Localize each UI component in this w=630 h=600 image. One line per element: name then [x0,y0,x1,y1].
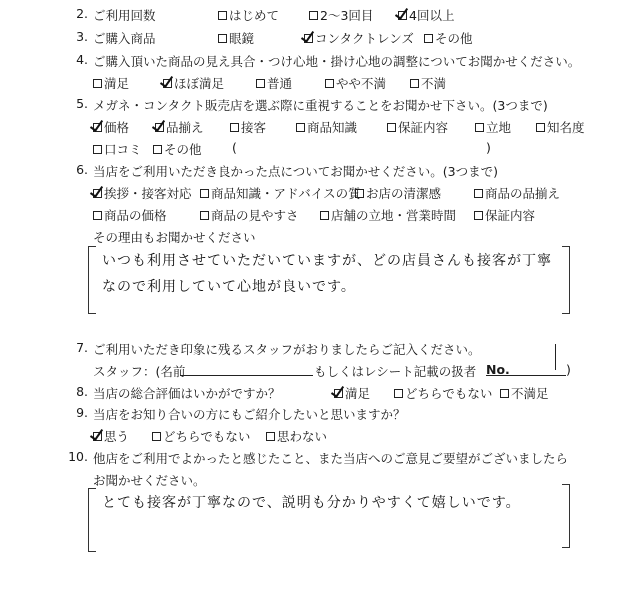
q6-answer-bracket-right [562,246,570,314]
checkbox[interactable] [500,389,509,398]
q5-other-open-paren: ( [232,140,237,155]
checkbox-checked[interactable] [398,11,407,20]
checkbox-checked[interactable] [93,123,102,132]
q3-number: 3. [76,29,88,44]
checkbox[interactable] [320,211,329,220]
q10-answer-bracket-left [88,488,96,552]
q7-number: 7. [76,340,88,355]
q5-question: メガネ・コンタクト販売店を選ぶ際に重視することをお聞かせ下さい。(3つまで) [93,98,548,113]
q7-close-paren: ) [566,362,571,377]
checkbox[interactable] [424,34,433,43]
q2-option-4plus[interactable]: 4回以上 [398,6,454,24]
q7-or-label: もしくはレシート記載の扱者 [314,364,477,379]
q6-option-cleanliness[interactable]: お店の清潔感 [355,184,441,202]
checkbox[interactable] [230,123,239,132]
q9-option-yes[interactable]: 思う [93,427,129,445]
q5-option-knowledge[interactable]: 商品知識 [296,118,357,136]
q6-number: 6. [76,162,88,177]
q4-option-satisfied[interactable]: 満足 [93,74,129,92]
q10-answer-text[interactable]: とても接客が丁寧なので、説明も分かりやすくて嬉しいです。 [102,495,521,511]
checkbox[interactable] [218,11,227,20]
q4-option-unsatisfied[interactable]: 不満 [410,74,446,92]
q3-option-other[interactable]: その他 [424,29,473,47]
checkbox[interactable] [387,123,396,132]
q6-answer-line-1[interactable]: いつも利用させていただいていますが、どの店員さんも接客が丁寧 [102,253,552,269]
q5-option-reviews[interactable]: 口コミ [93,140,142,158]
checkbox-checked[interactable] [334,389,343,398]
checkbox[interactable] [296,123,305,132]
q5-option-other[interactable]: その他 [153,140,202,158]
q7-staff-label: スタッフ：(名前 [93,364,186,379]
q8-question: 当店の総合評価はいかがですか？ [93,386,281,401]
checkbox[interactable] [474,211,483,220]
q3-question: ご購入商品 [93,31,156,46]
q10-number: 10. [68,449,88,464]
q2-option-first[interactable]: はじめて [218,6,279,24]
checkbox[interactable] [152,432,161,441]
checkbox[interactable] [153,145,162,154]
checkbox-checked[interactable] [93,432,102,441]
checkbox[interactable] [355,189,364,198]
q6-option-visibility[interactable]: 商品の見やすさ [200,206,299,224]
q7-number-mark [555,344,556,370]
checkbox[interactable] [93,145,102,154]
checkbox-checked[interactable] [163,79,172,88]
checkbox-checked[interactable] [93,189,102,198]
q3-option-glasses[interactable]: 眼鏡 [218,29,254,47]
q5-option-warranty[interactable]: 保証内容 [387,118,448,136]
q5-option-location[interactable]: 立地 [475,118,511,136]
q4-question: ご購入頂いた商品の見え具合・つけ心地・掛け心地の調整についてお聞かせください。 [93,54,581,69]
q7-question: ご利用いただき印象に残るスタッフがおりましたらご記入ください。 [93,342,481,357]
q6-reason-label: その理由もお聞かせください [93,230,256,245]
q2-number: 2. [76,6,88,21]
checkbox[interactable] [93,79,102,88]
q5-option-price[interactable]: 価格 [93,118,129,136]
q5-option-service[interactable]: 接客 [230,118,266,136]
q8-option-neither[interactable]: どちらでもない [394,384,492,402]
q10-answer-bracket-right [562,484,570,548]
q7-name-field[interactable] [180,375,313,376]
checkbox[interactable] [266,432,275,441]
checkbox[interactable] [474,189,483,198]
q6-question: 当店をご利用いただき良かった点についてお聞かせください。(3つまで) [93,164,498,179]
q6-option-selection[interactable]: 商品の品揃え [474,184,560,202]
q5-number: 5. [76,96,88,111]
q4-option-mostly[interactable]: ほぼ満足 [163,74,224,92]
q7-no-label: No. [486,362,510,377]
q8-option-satisfied[interactable]: 満足 [334,384,370,402]
checkbox[interactable] [200,211,209,220]
q6-option-price[interactable]: 商品の価格 [93,206,167,224]
checkbox[interactable] [325,79,334,88]
q5-option-selection[interactable]: 品揃え [155,118,204,136]
checkbox[interactable] [200,189,209,198]
q10-question-line-2: お聞かせください。 [93,473,206,488]
q4-option-somewhat[interactable]: やや不満 [325,74,386,92]
checkbox[interactable] [309,11,318,20]
q9-option-no[interactable]: 思わない [266,427,327,445]
checkbox[interactable] [394,389,403,398]
checkbox-checked[interactable] [304,34,313,43]
q5-option-fame[interactable]: 知名度 [536,118,585,136]
checkbox[interactable] [536,123,545,132]
q2-question: ご利用回数 [93,8,156,23]
q6-answer-bracket-left [88,246,96,314]
checkbox[interactable] [256,79,265,88]
q6-option-advice[interactable]: 商品知識・アドバイスの質 [200,184,361,202]
checkbox[interactable] [410,79,419,88]
q9-option-neither[interactable]: どちらでもない [152,427,250,445]
q9-question: 当店をお知り合いの方にもご紹介したいと思いますか？ [93,407,406,422]
q6-option-warranty[interactable]: 保証内容 [474,206,535,224]
q9-number: 9. [76,405,88,420]
q8-option-unsatisfied[interactable]: 不満足 [500,384,549,402]
q6-answer-line-2[interactable]: なので利用していて心地が良いです。 [102,279,356,295]
q6-option-greeting[interactable]: 挨拶・接客対応 [93,184,192,202]
q10-question-line-1: 他店をご利用でよかったと感じたこと、また当店へのご意見ご要望がございましたら [93,451,569,466]
q8-number: 8. [76,384,88,399]
checkbox[interactable] [475,123,484,132]
q7-number-field[interactable] [486,375,566,376]
q2-option-2-3[interactable]: 2～3回目 [309,6,373,24]
q6-option-location-hours[interactable]: 店舗の立地・営業時間 [320,206,456,224]
checkbox[interactable] [93,211,102,220]
q4-number: 4. [76,52,88,67]
q4-option-normal[interactable]: 普通 [256,74,292,92]
q3-option-contacts[interactable]: コンタクトレンズ [304,29,414,47]
q5-other-close-paren: ) [486,140,491,155]
checkbox-checked[interactable] [155,123,164,132]
checkbox[interactable] [218,34,227,43]
